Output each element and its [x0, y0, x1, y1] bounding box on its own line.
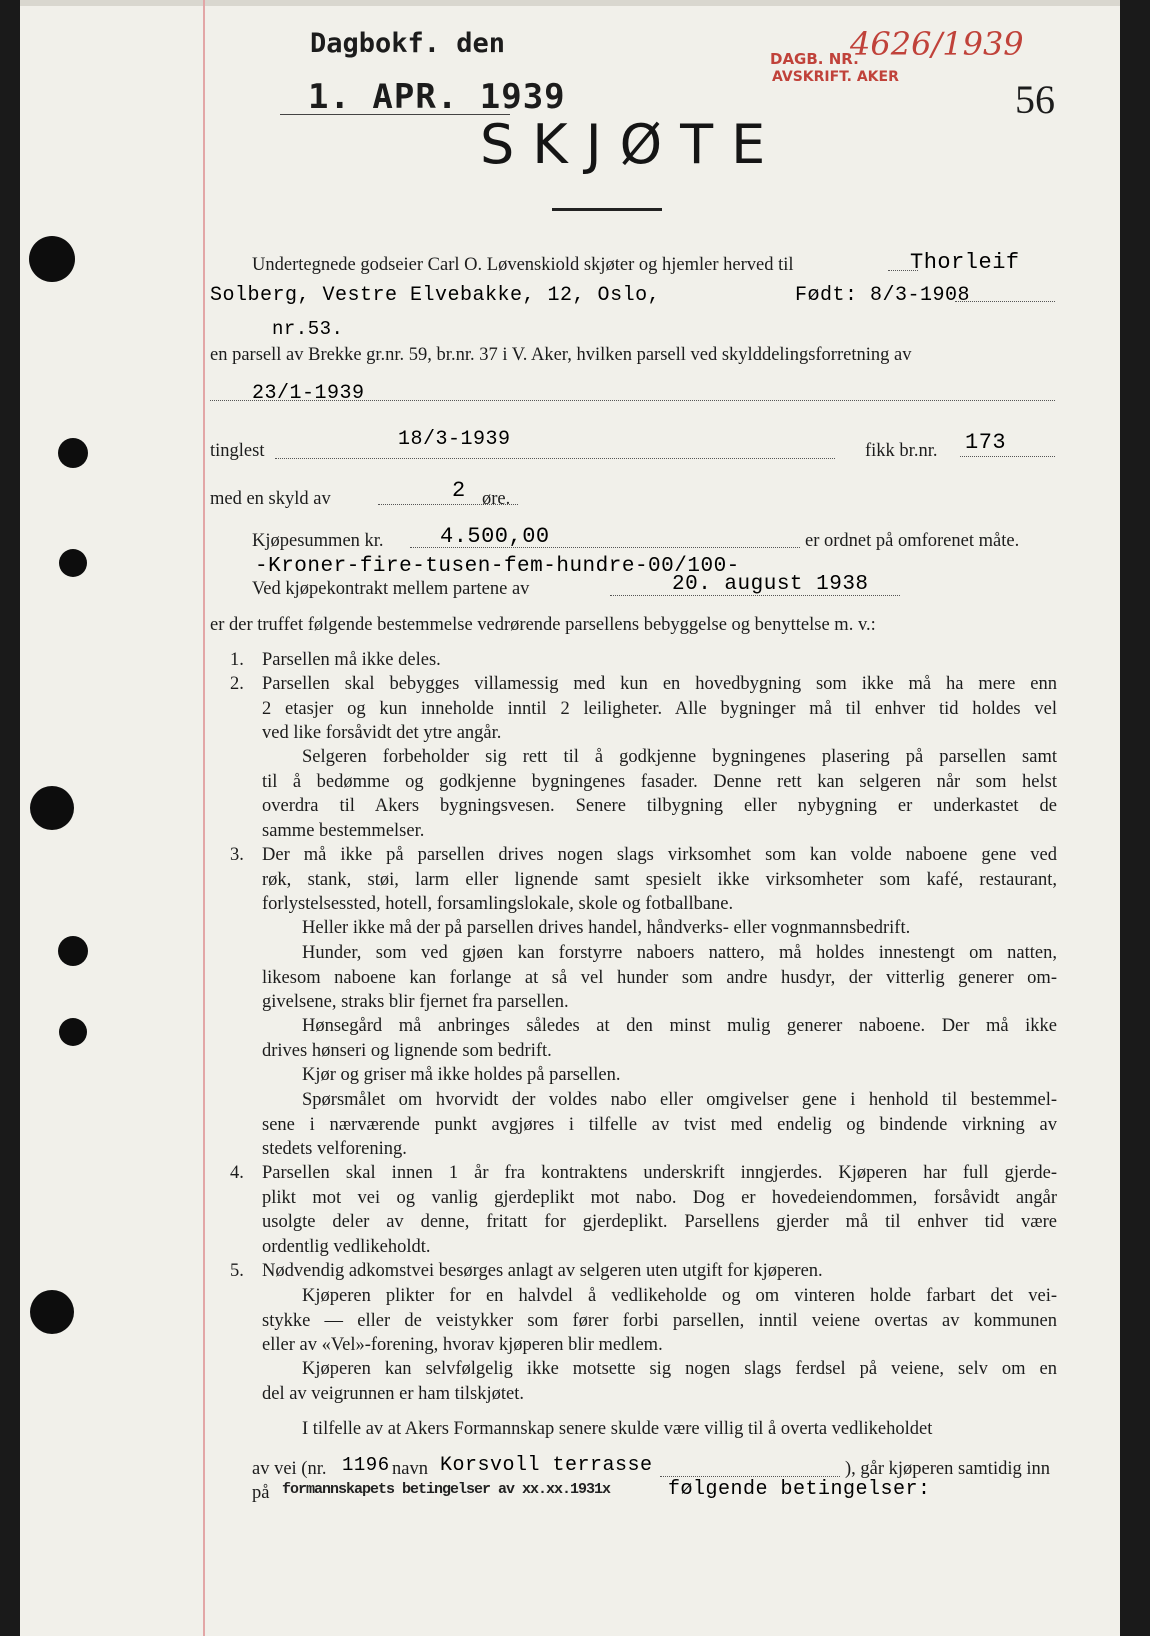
document-page	[20, 0, 1120, 1636]
title-rule	[552, 208, 662, 211]
item-number: 4.	[230, 1163, 244, 1183]
navn-label: navn	[392, 1459, 428, 1479]
skyld-date: 23/1-1939	[252, 382, 365, 405]
closing-line3-typed: følgende betingelser:	[668, 1478, 931, 1501]
term-paragraph: Parsellen skal innen 1 år fra kontraktens underskrift inngjerdes. Kjøperen har full gjerde- plikt mot vei og vanlig gjerdeplikt mot nabo. Dog er hovedeiendommen, forsåvidt angår usolgte deler av denne, fritatt for gjerdeplikt. Parsellens gjerder må til enhver tid være ordentlig vedlikeholdt.	[262, 1163, 1057, 1257]
buyer-address: Solberg, Vestre Elvebakke, 12, Oslo,	[210, 284, 661, 307]
closing-line3-prefix: på	[252, 1483, 270, 1503]
term-paragraph: Nødvendig adkomstvei besørges anlagt av selgeren uten utgift for kjøperen.	[262, 1261, 823, 1281]
struck-text: formannskapets betingelser av xx.xx.1931x	[282, 1481, 611, 1498]
tinglest-date: 18/3-1939	[398, 428, 511, 451]
punch-hole	[58, 936, 88, 966]
punch-hole	[29, 236, 75, 282]
vei-number: 1196	[342, 1454, 390, 1476]
price-amount: 4.500,00	[440, 524, 550, 549]
received-stamp-label: Dagbokf. den	[310, 28, 506, 59]
vei-name: Korsvoll terrasse	[440, 1454, 653, 1477]
closing-line2-suffix: ), går kjøperen samtidig inn	[845, 1459, 1050, 1479]
intro-line3: en parsell av Brekke gr.nr. 59, br.nr. 37 i V. Aker, hvilken parsell ved skylddelingsforretning av	[210, 345, 912, 365]
price-label: Kjøpesummen kr.	[252, 531, 384, 551]
skyld-label: med en skyld av	[210, 489, 331, 509]
fill-dots	[955, 301, 1055, 302]
brnr-value: 173	[965, 430, 1007, 455]
term-paragraph: Parsellen skal bebygges villamessig med kun en hovedbygning som ikke må ha mere enn 2 etasjer og kun inneholde inntil 2 leiligheter. Alle bygninger må til enhver tid holdes vel ved like forsåvidt det ytre angår.	[262, 674, 1057, 743]
tinglest-label: tinglest	[210, 441, 265, 461]
buyer-birthdate: Født: 8/3-1908	[795, 284, 971, 307]
punch-hole	[59, 1018, 87, 1046]
intro-line1: Undertegnede godseier Carl O. Løvenskiold skjøter og hjemler herved til	[252, 255, 794, 275]
punch-hole	[30, 1290, 74, 1334]
vei-prefix: av vei (nr.	[252, 1459, 327, 1479]
price-suffix: er ordnet på omforenet måte.	[805, 531, 1020, 551]
term-paragraph: Hønsegård må anbringes således at den minst mulig generer naboene. Der må ikke drives hønseri og lignende som bedrift.	[262, 1016, 1057, 1061]
decision-line: er der truffet følgende bestemmelse vedrørende parsellens bebyggelse og benyttelse m. v.:	[210, 615, 876, 635]
fill-dots	[960, 456, 1055, 457]
term-paragraph: Heller ikke må der på parsellen drives handel, håndverks- eller vognmannsbedrift.	[302, 918, 911, 938]
item-number: 1.	[230, 650, 244, 670]
item-number: 5.	[230, 1261, 244, 1281]
punch-hole	[59, 549, 87, 577]
page-top-edge	[20, 0, 1120, 6]
skyld-unit: øre.	[482, 489, 511, 509]
term-paragraph: Parsellen må ikke deles.	[262, 650, 441, 670]
gnr-insert: nr.53.	[272, 318, 344, 340]
fill-dots	[660, 1476, 840, 1477]
term-paragraph: Hunder, som ved gjøen kan forstyrre naboers nattero, må holdes innestengt om natten, likesom naboene kan forlange at så vel hunder som andre husdyr, der vitterlig generer om- givelsene, straks blir fjernet fra parsellen.	[262, 943, 1057, 1012]
item-number: 2.	[230, 674, 244, 694]
price-in-words: -Kroner-fire-tusen-fem-hundre-00/100-	[255, 555, 740, 578]
dagb-nr-value: 4626/1939	[850, 25, 1024, 63]
punch-hole	[58, 438, 88, 468]
item-number: 3.	[230, 845, 244, 865]
dagb-nr-label: DAGB. NR.	[770, 50, 859, 68]
term-paragraph: Kjør og griser må ikke holdes på parsellen.	[302, 1065, 621, 1085]
fill-dots	[275, 458, 835, 459]
avskrift-label: AVSKRIFT. AKER	[772, 69, 899, 85]
brnr-label: fikk br.nr.	[865, 441, 938, 461]
document-title: SKJØTE	[480, 113, 784, 176]
buyer-first-name: Thorleif	[910, 250, 1020, 275]
page-number: 56	[1015, 77, 1055, 122]
skyld-value: 2	[452, 478, 466, 503]
punch-hole	[30, 786, 74, 830]
stamp-underline	[280, 114, 510, 115]
term-paragraph: Der må ikke på parsellen drives nogen slags virksomhet som kan volde naboene gene ved røk, stank, støi, larm eller lignende samt spesielt ikke virksomheter som kafé, restaurant, forlystelsessted, hotell, forsamlingslokale, skole og fotballbane.	[262, 845, 1057, 914]
term-paragraph: Kjøperen plikter for en halvdel å vedlikeholde og om vinteren holde farbart det vei- stykke — eller de veistykker som fører forbi parsellen, inntil veiene overtas av kommunen eller av «Vel»-forening, hvorav kjøperen blir medlem.	[262, 1286, 1057, 1355]
term-paragraph: Spørsmålet om hvorvidt der voldes nabo eller omgivelser gene i henhold til bestemmel- sene i nærværende punkt avgjøres i tilfelle av tvist med endelig og bindende virkning av stedets velforening.	[262, 1090, 1057, 1159]
closing-line1: I tilfelle av at Akers Formannskap senere skulde være villig til å overta vedlikeholdet	[302, 1419, 933, 1439]
contract-date: 20. august 1938	[672, 573, 869, 596]
contract-label: Ved kjøpekontrakt mellem partene av	[252, 579, 530, 599]
margin-rule	[203, 0, 205, 1636]
received-stamp-date: 1. APR. 1939	[308, 77, 566, 117]
term-paragraph: Selgeren forbeholder sig rett til å godkjenne bygningenes plasering på parsellen samt til å bedømme og godkjenne bygningenes fasader. Denne rett kan selgeren når som helst overdra til Akers bygningsvesen. Senere tilbygning eller nybygning er underkastet de samme bestemmelser.	[262, 747, 1057, 841]
term-paragraph: Kjøperen kan selvfølgelig ikke motsette sig nogen slags ferdsel på veiene, selv om en del av veigrunnen er ham tilskjøtet.	[262, 1359, 1057, 1404]
